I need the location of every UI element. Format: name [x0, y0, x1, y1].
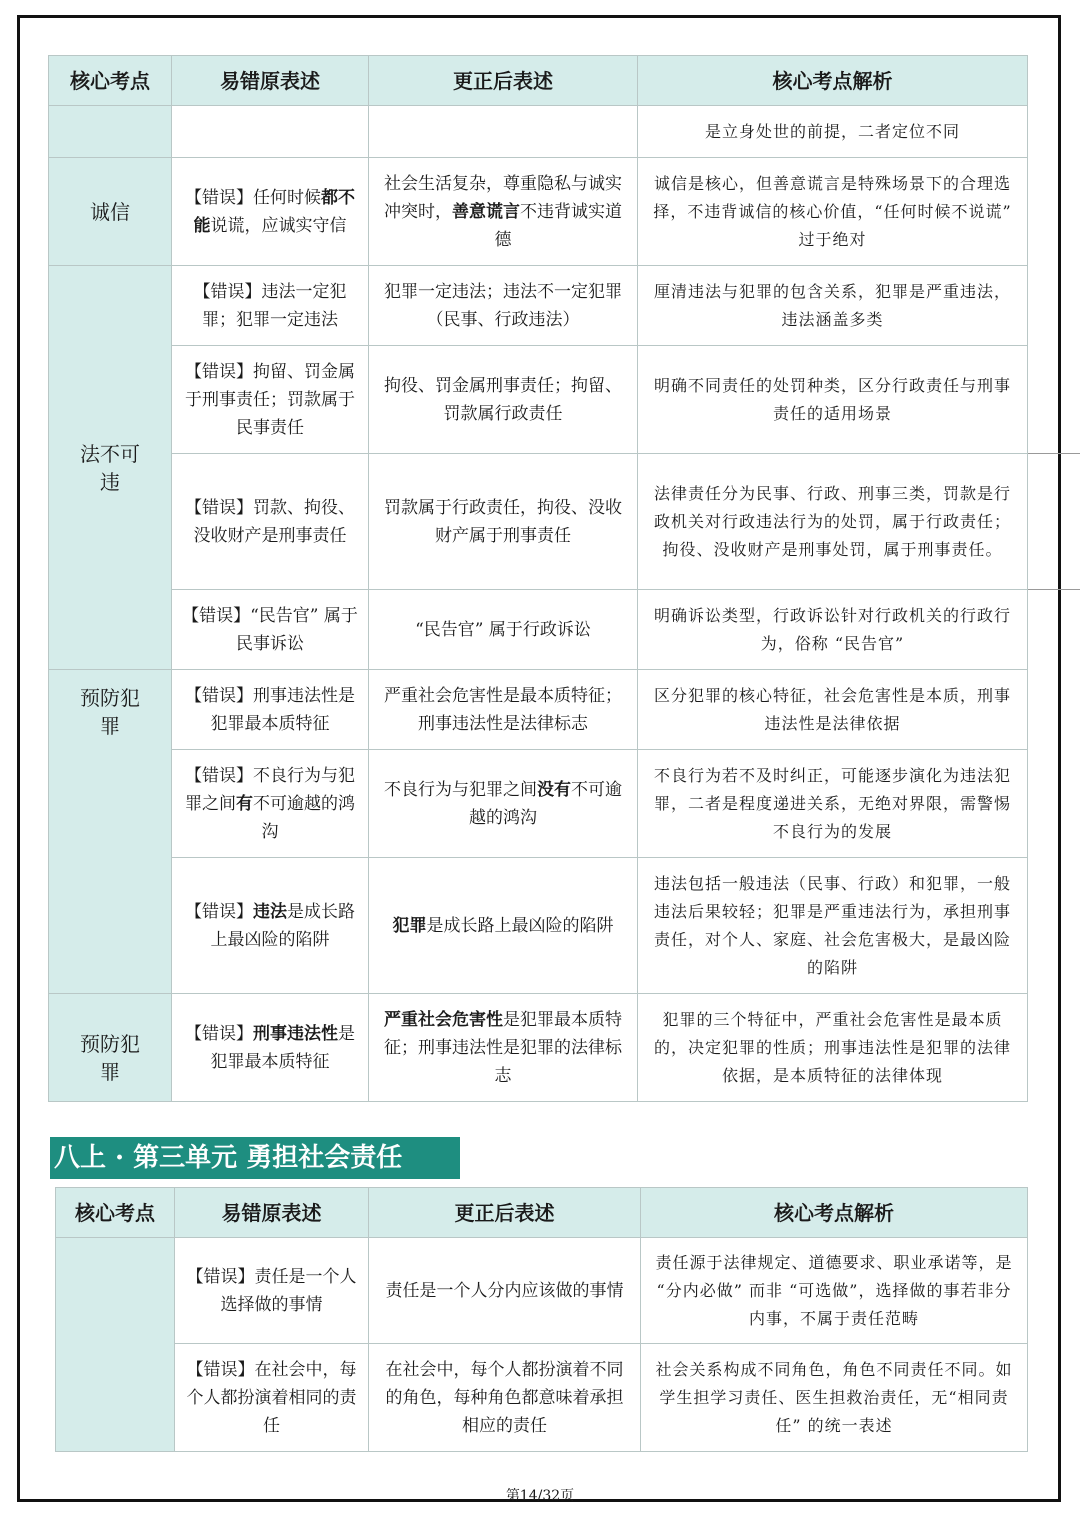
section-banner: 八上 · 第三单元 勇担社会责任	[50, 1137, 460, 1179]
wrong-cell: 【错误】违法一定犯罪；犯罪一定违法	[172, 266, 369, 346]
header-wrong-statement: 易错原表述	[175, 1188, 369, 1238]
wrong-cell: 【错误】刑事违法性是犯罪最本质特征	[172, 670, 369, 750]
key-point-cell: 法不可违	[49, 266, 172, 670]
wrong-cell: 【错误】责任是一个人选择做的事情	[175, 1238, 369, 1344]
table-row	[49, 590, 1028, 670]
header-key-point: 核心考点	[56, 1188, 175, 1238]
correct-cell: 严重社会危害性是最本质特征；刑事违法性是法律标志	[369, 670, 638, 750]
wrong-cell: 【错误】“民告官” 属于民事诉讼	[172, 590, 369, 670]
header-corrected-statement: 更正后表述	[369, 56, 638, 106]
key-point-cell	[56, 1238, 175, 1452]
table-row	[49, 346, 1028, 454]
correct-cell	[369, 106, 638, 158]
analysis-cell: 法律责任分为民事、行政、刑事三类，罚款是行政机关对行政违法行为的处罚，属于行政责任；拘役、没收财产是刑事处罚，属于刑事责任。	[638, 454, 1028, 590]
analysis-cell: 厘清违法与犯罪的包含关系，犯罪是严重违法，违法涵盖多类	[638, 266, 1028, 346]
header-analysis: 核心考点解析	[641, 1188, 1028, 1238]
table-row	[49, 158, 1028, 266]
wrong-cell: 【错误】在社会中，每个人都扮演着相同的责任	[175, 1344, 369, 1452]
header-wrong-statement: 易错原表述	[172, 56, 369, 106]
analysis-cell: 明确不同责任的处罚种类，区分行政责任与刑事责任的适用场景	[638, 346, 1028, 454]
table-row	[49, 670, 1028, 750]
margin-line	[1028, 589, 1080, 590]
page-number: 第14/32页	[505, 1488, 575, 1504]
wrong-cell	[172, 106, 369, 158]
table-row	[49, 994, 1028, 1102]
header-analysis: 核心考点解析	[638, 56, 1028, 106]
table-row	[49, 858, 1028, 994]
analysis-cell: 区分犯罪的核心特征，社会危害性是本质，刑事违法性是法律依据	[638, 670, 1028, 750]
key-point-cell: 预防犯罪	[49, 994, 172, 1102]
header-key-point: 核心考点	[49, 56, 172, 106]
wrong-cell: 【错误】罚款、拘役、没收财产是刑事责任	[172, 454, 369, 590]
table-header-row	[49, 56, 1028, 106]
correct-cell: 在社会中，每个人都扮演着不同的角色，每种角色都意味着承担相应的责任	[369, 1344, 641, 1452]
correct-cell: 拘役、罚金属刑事责任；拘留、罚款属行政责任	[369, 346, 638, 454]
correct-cell: 责任是一个人分内应该做的事情	[369, 1238, 641, 1344]
wrong-cell: 【错误】刑事违法性是犯罪最本质特征	[172, 994, 369, 1102]
analysis-cell: 是立身处世的前提，二者定位不同	[638, 106, 1028, 158]
correct-cell: 罚款属于行政责任，拘役、没收财产属于刑事责任	[369, 454, 638, 590]
correct-cell: 犯罪一定违法；违法不一定犯罪（民事、行政违法）	[369, 266, 638, 346]
wrong-cell: 【错误】违法是成长路上最凶险的陷阱	[172, 858, 369, 994]
margin-line	[1028, 453, 1080, 454]
key-point-cell: 预防犯罪	[49, 670, 172, 994]
analysis-cell: 违法包括一般违法（民事、行政）和犯罪，一般违法后果较轻；犯罪是严重违法行为，承担刑事责任，对个人、家庭、社会危害极大，是最凶险的陷阱	[638, 858, 1028, 994]
header-corrected-statement: 更正后表述	[369, 1188, 641, 1238]
wrong-cell: 【错误】不良行为与犯罪之间有不可逾越的鸿沟	[172, 750, 369, 858]
correct-cell: 犯罪是成长路上最凶险的陷阱	[369, 858, 638, 994]
correct-cell: “民告官” 属于行政诉讼	[369, 590, 638, 670]
wrong-cell: 【错误】拘留、罚金属于刑事责任；罚款属于民事责任	[172, 346, 369, 454]
analysis-cell: 诚信是核心，但善意谎言是特殊场景下的合理选择，不违背诚信的核心价值，“任何时候不说谎” 过于绝对	[638, 158, 1028, 266]
correct-cell: 社会生活复杂，尊重隐私与诚实冲突时，善意谎言不违背诚实道德	[369, 158, 638, 266]
correct-cell: 严重社会危害性是犯罪最本质特征；刑事违法性是犯罪的法律标志	[369, 994, 638, 1102]
exam-points-table-2	[55, 1187, 1028, 1452]
analysis-cell: 明确诉讼类型，行政诉讼针对行政机关的行政行为，俗称 “民告官”	[638, 590, 1028, 670]
analysis-cell: 责任源于法律规定、道德要求、职业承诺等，是 “分内必做” 而非 “可选做”，选择做的事若非分内事，不属于责任范畴	[641, 1238, 1028, 1344]
table-row	[49, 106, 1028, 158]
correct-cell: 不良行为与犯罪之间没有不可逾越的鸿沟	[369, 750, 638, 858]
key-point-cell: 诚信	[49, 158, 172, 266]
exam-points-table-1	[48, 55, 1028, 1102]
table-row	[56, 1238, 1028, 1344]
table-row	[56, 1344, 1028, 1452]
table-row	[49, 454, 1028, 590]
analysis-cell: 不良行为若不及时纠正，可能逐步演化为违法犯罪，二者是程度递进关系，无绝对界限，需警惕不良行为的发展	[638, 750, 1028, 858]
table-header-row	[56, 1188, 1028, 1238]
table-row	[49, 266, 1028, 346]
key-point-cell	[49, 106, 172, 158]
table-row	[49, 750, 1028, 858]
analysis-cell: 犯罪的三个特征中，严重社会危害性是最本质的，决定犯罪的性质；刑事违法性是犯罪的法律依据，是本质特征的法律体现	[638, 994, 1028, 1102]
analysis-cell: 社会关系构成不同角色，角色不同责任不同。如学生担学习责任、医生担救治责任，无“相同责任” 的统一表述	[641, 1344, 1028, 1452]
wrong-cell: 【错误】任何时候都不能说谎，应诚实守信	[172, 158, 369, 266]
